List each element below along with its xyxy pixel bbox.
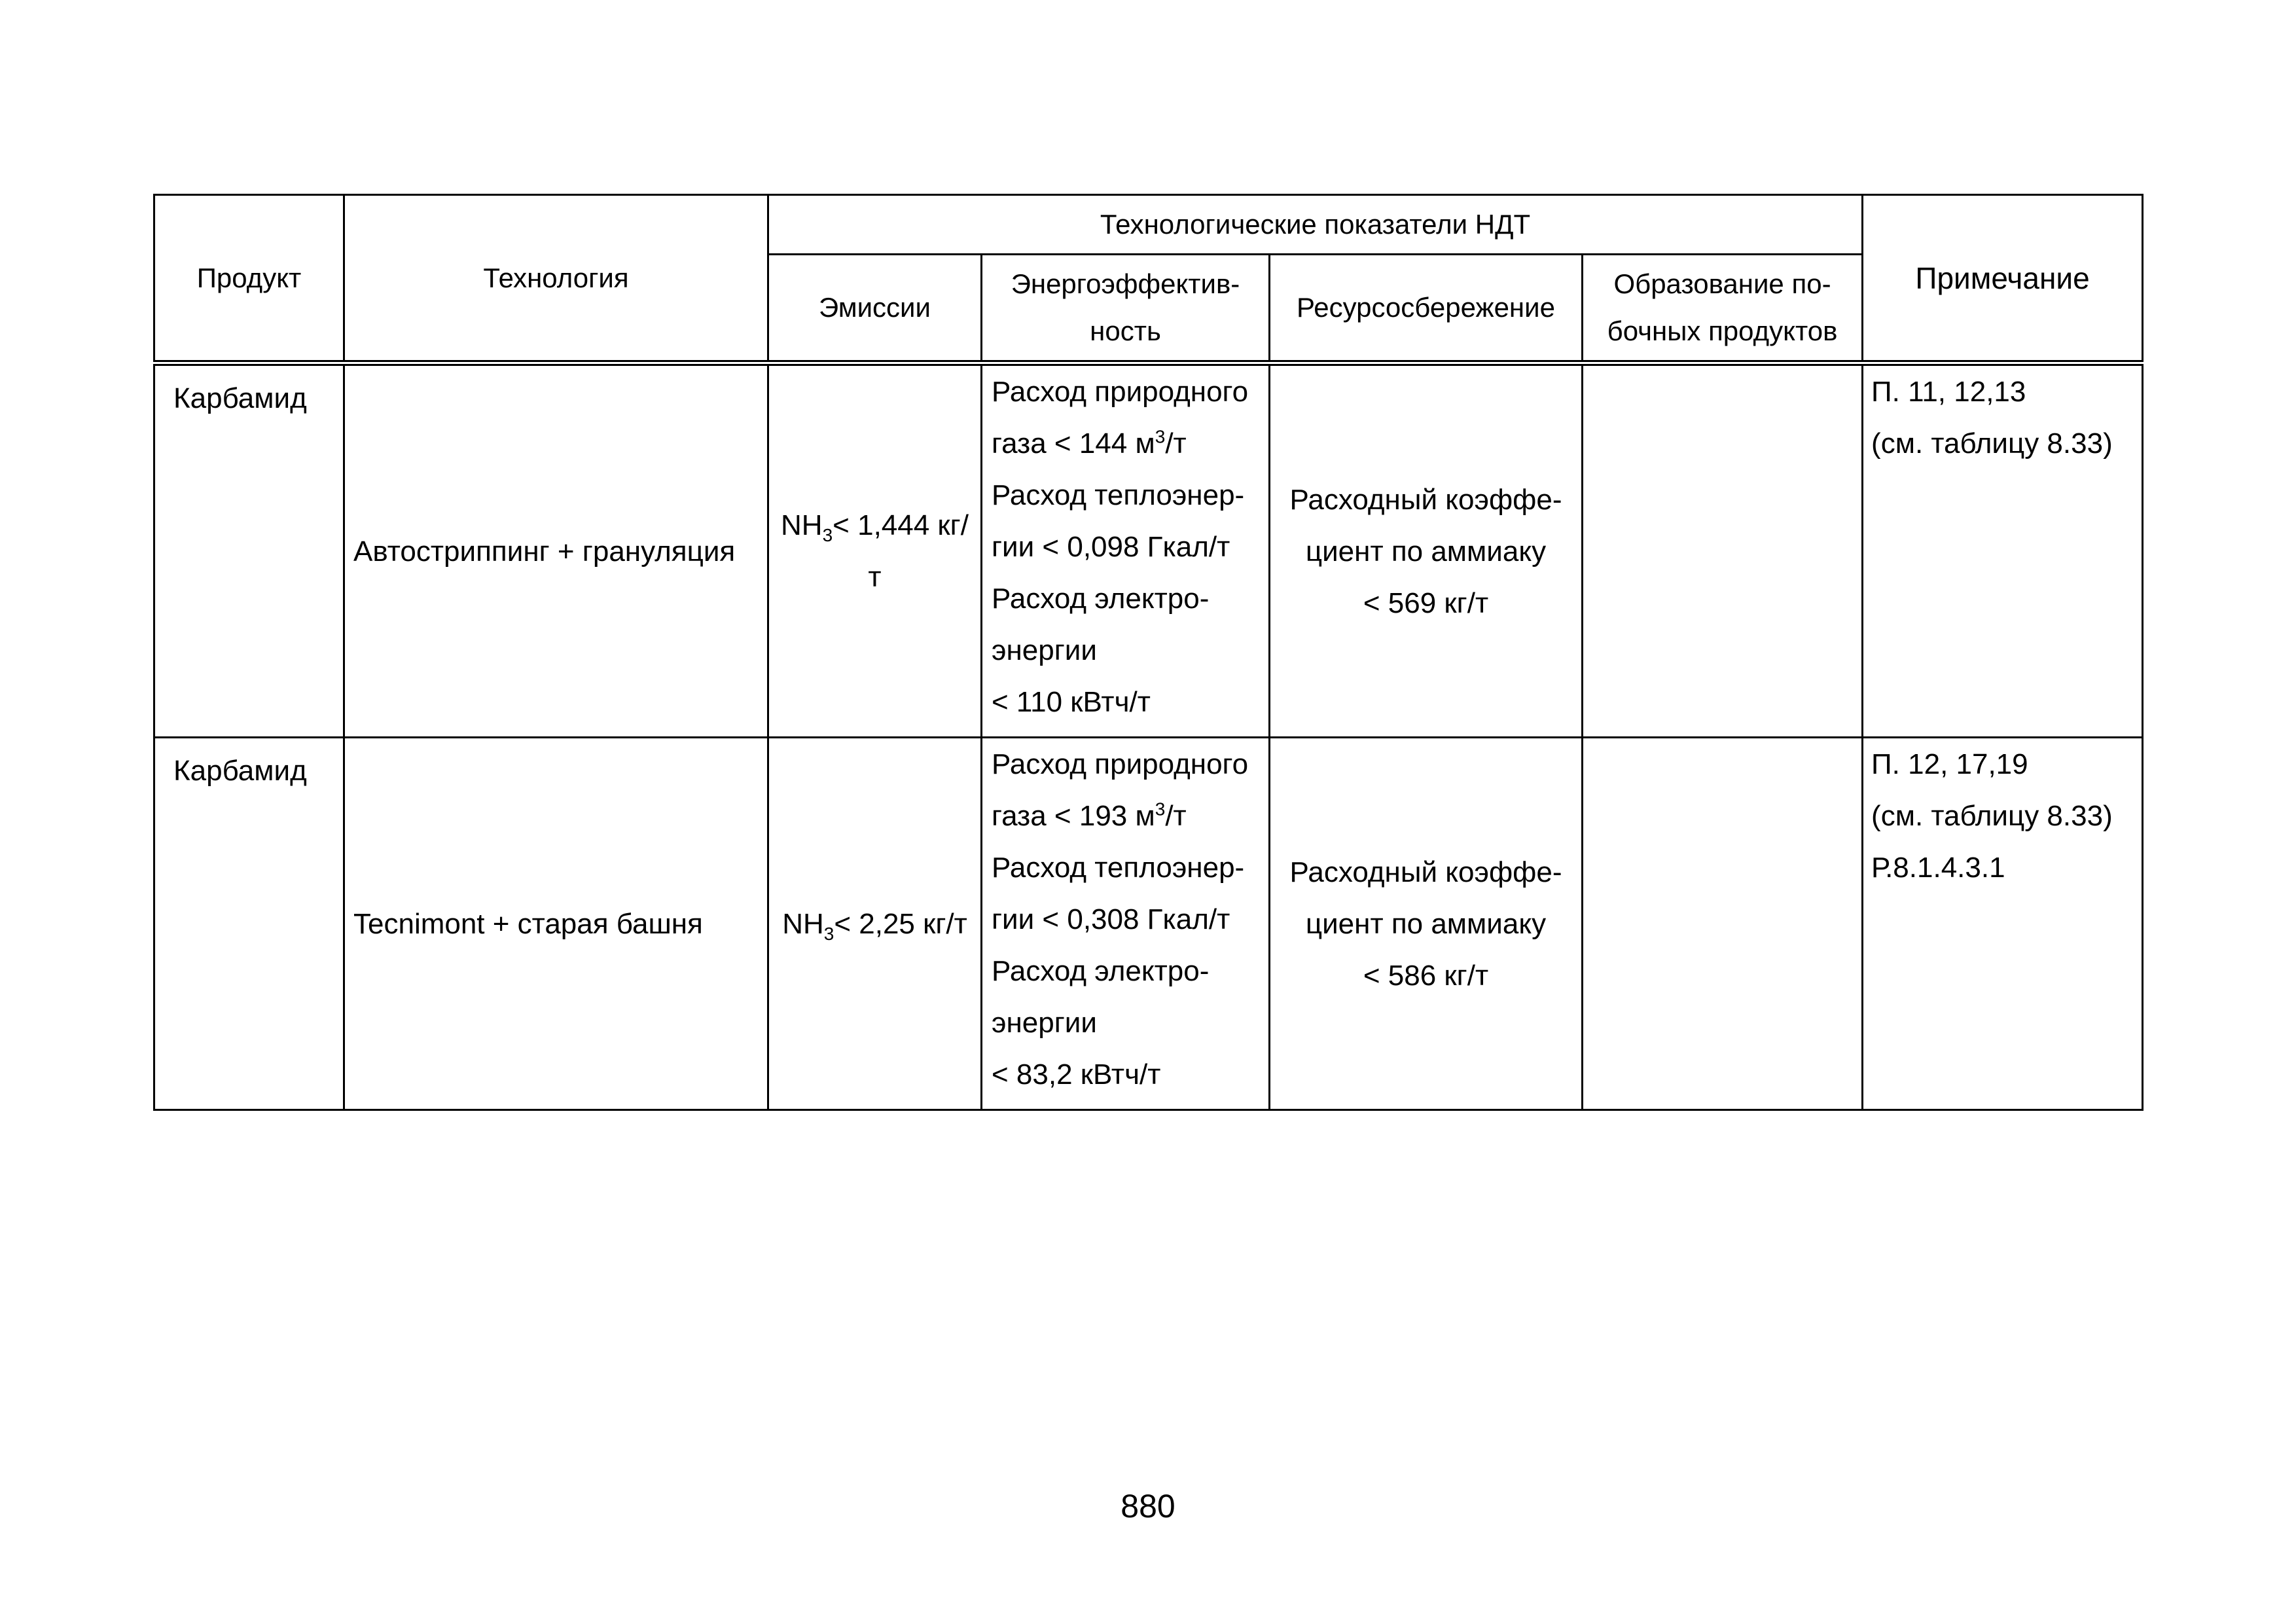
emissions-line2: т [868,561,882,593]
header-technology: Технология [344,195,768,363]
energy-gas-unit: /т [1165,800,1187,832]
emissions-line1 [773,898,977,950]
header-byproducts-line1: Образование по- [1613,268,1831,299]
energy-line: Расход теплоэнер- [992,852,1245,884]
emissions-line1 [773,499,977,551]
energy-gas-unit: /т [1165,427,1187,460]
cell-energy-efficiency [982,738,1270,1110]
energy-line: < 110 кВтч/т [992,686,1151,718]
cell-technology: Автостриппинг + грануляция [344,363,768,738]
energy-line: Расход теплоэнер- [992,479,1245,511]
cell-resource-saving [1270,363,1583,738]
header-energy-line1: Энергоэффектив- [1011,268,1240,299]
header-byproducts [1583,255,1863,363]
resource-line: циент по аммиаку [1305,535,1547,568]
header-byproducts-line2: бочных продуктов [1607,316,1838,346]
cell-product: Карбамид [154,363,344,738]
cell-note [1863,363,2143,738]
resource-line: < 586 кг/т [1363,959,1489,992]
table-row [154,363,2143,738]
cell-technology: Tecnimont + старая башня [344,738,768,1110]
cell-emissions [768,363,982,738]
note-line: (см. таблицу 8.33) [1871,427,2113,460]
note-line: Р.8.1.4.3.1 [1871,852,2005,884]
emissions-subscript: 3 [822,524,833,545]
header-ndt-indicators: Технологические показатели НДТ [768,195,1863,255]
table-row [154,738,2143,1110]
header-note: Примечание [1863,195,2143,363]
cell-byproducts [1583,738,1863,1110]
energy-line [992,418,1268,469]
header-energy-line2: ность [1090,316,1161,346]
cell-byproducts [1583,363,1863,738]
cell-emissions [768,738,982,1110]
energy-line: Расход электро- [992,955,1210,987]
header-product: Продукт [154,195,344,363]
energy-line: гии < 0,098 Гкал/т [992,531,1230,563]
energy-line: гии < 0,308 Гкал/т [992,903,1230,935]
energy-line: Расход природного [992,376,1249,408]
energy-line: энергии [992,1007,1097,1039]
energy-line [992,790,1268,842]
resource-line: < 569 кг/т [1363,586,1489,619]
energy-line: < 83,2 кВтч/т [992,1058,1161,1091]
emissions-subscript: 3 [823,923,834,944]
note-line: (см. таблицу 8.33) [1871,800,2113,832]
resource-line: Расходный коэффе- [1289,483,1562,516]
energy-superscript: 3 [1155,799,1166,820]
emissions-value: < 2,25 кг/т [834,907,967,940]
header-emissions: Эмиссии [768,255,982,363]
header-energy-efficiency [982,255,1270,363]
page-number: 880 [1121,1488,1175,1525]
cell-resource-saving [1270,738,1583,1110]
ndt-indicators-table [153,194,2144,1111]
energy-line: энергии [992,634,1097,666]
emissions-formula: NH [781,509,823,541]
note-line: П. 12, 17,19 [1871,748,2028,780]
cell-energy-efficiency [982,363,1270,738]
resource-line: Расходный коэффе- [1289,856,1562,888]
energy-gas-value: газа < 193 м [992,800,1155,832]
note-line: П. 11, 12,13 [1871,376,2026,408]
energy-superscript: 3 [1155,426,1166,447]
energy-gas-value: газа < 144 м [992,427,1155,460]
energy-line: Расход электро- [992,583,1210,615]
header-resource-saving: Ресурсосбережение [1270,255,1583,363]
cell-product: Карбамид [154,738,344,1110]
cell-note [1863,738,2143,1110]
resource-line: циент по аммиаку [1305,907,1547,940]
emissions-value: < 1,444 кг/ [833,509,969,541]
emissions-formula: NH [782,907,824,940]
energy-line: Расход природного [992,748,1249,780]
